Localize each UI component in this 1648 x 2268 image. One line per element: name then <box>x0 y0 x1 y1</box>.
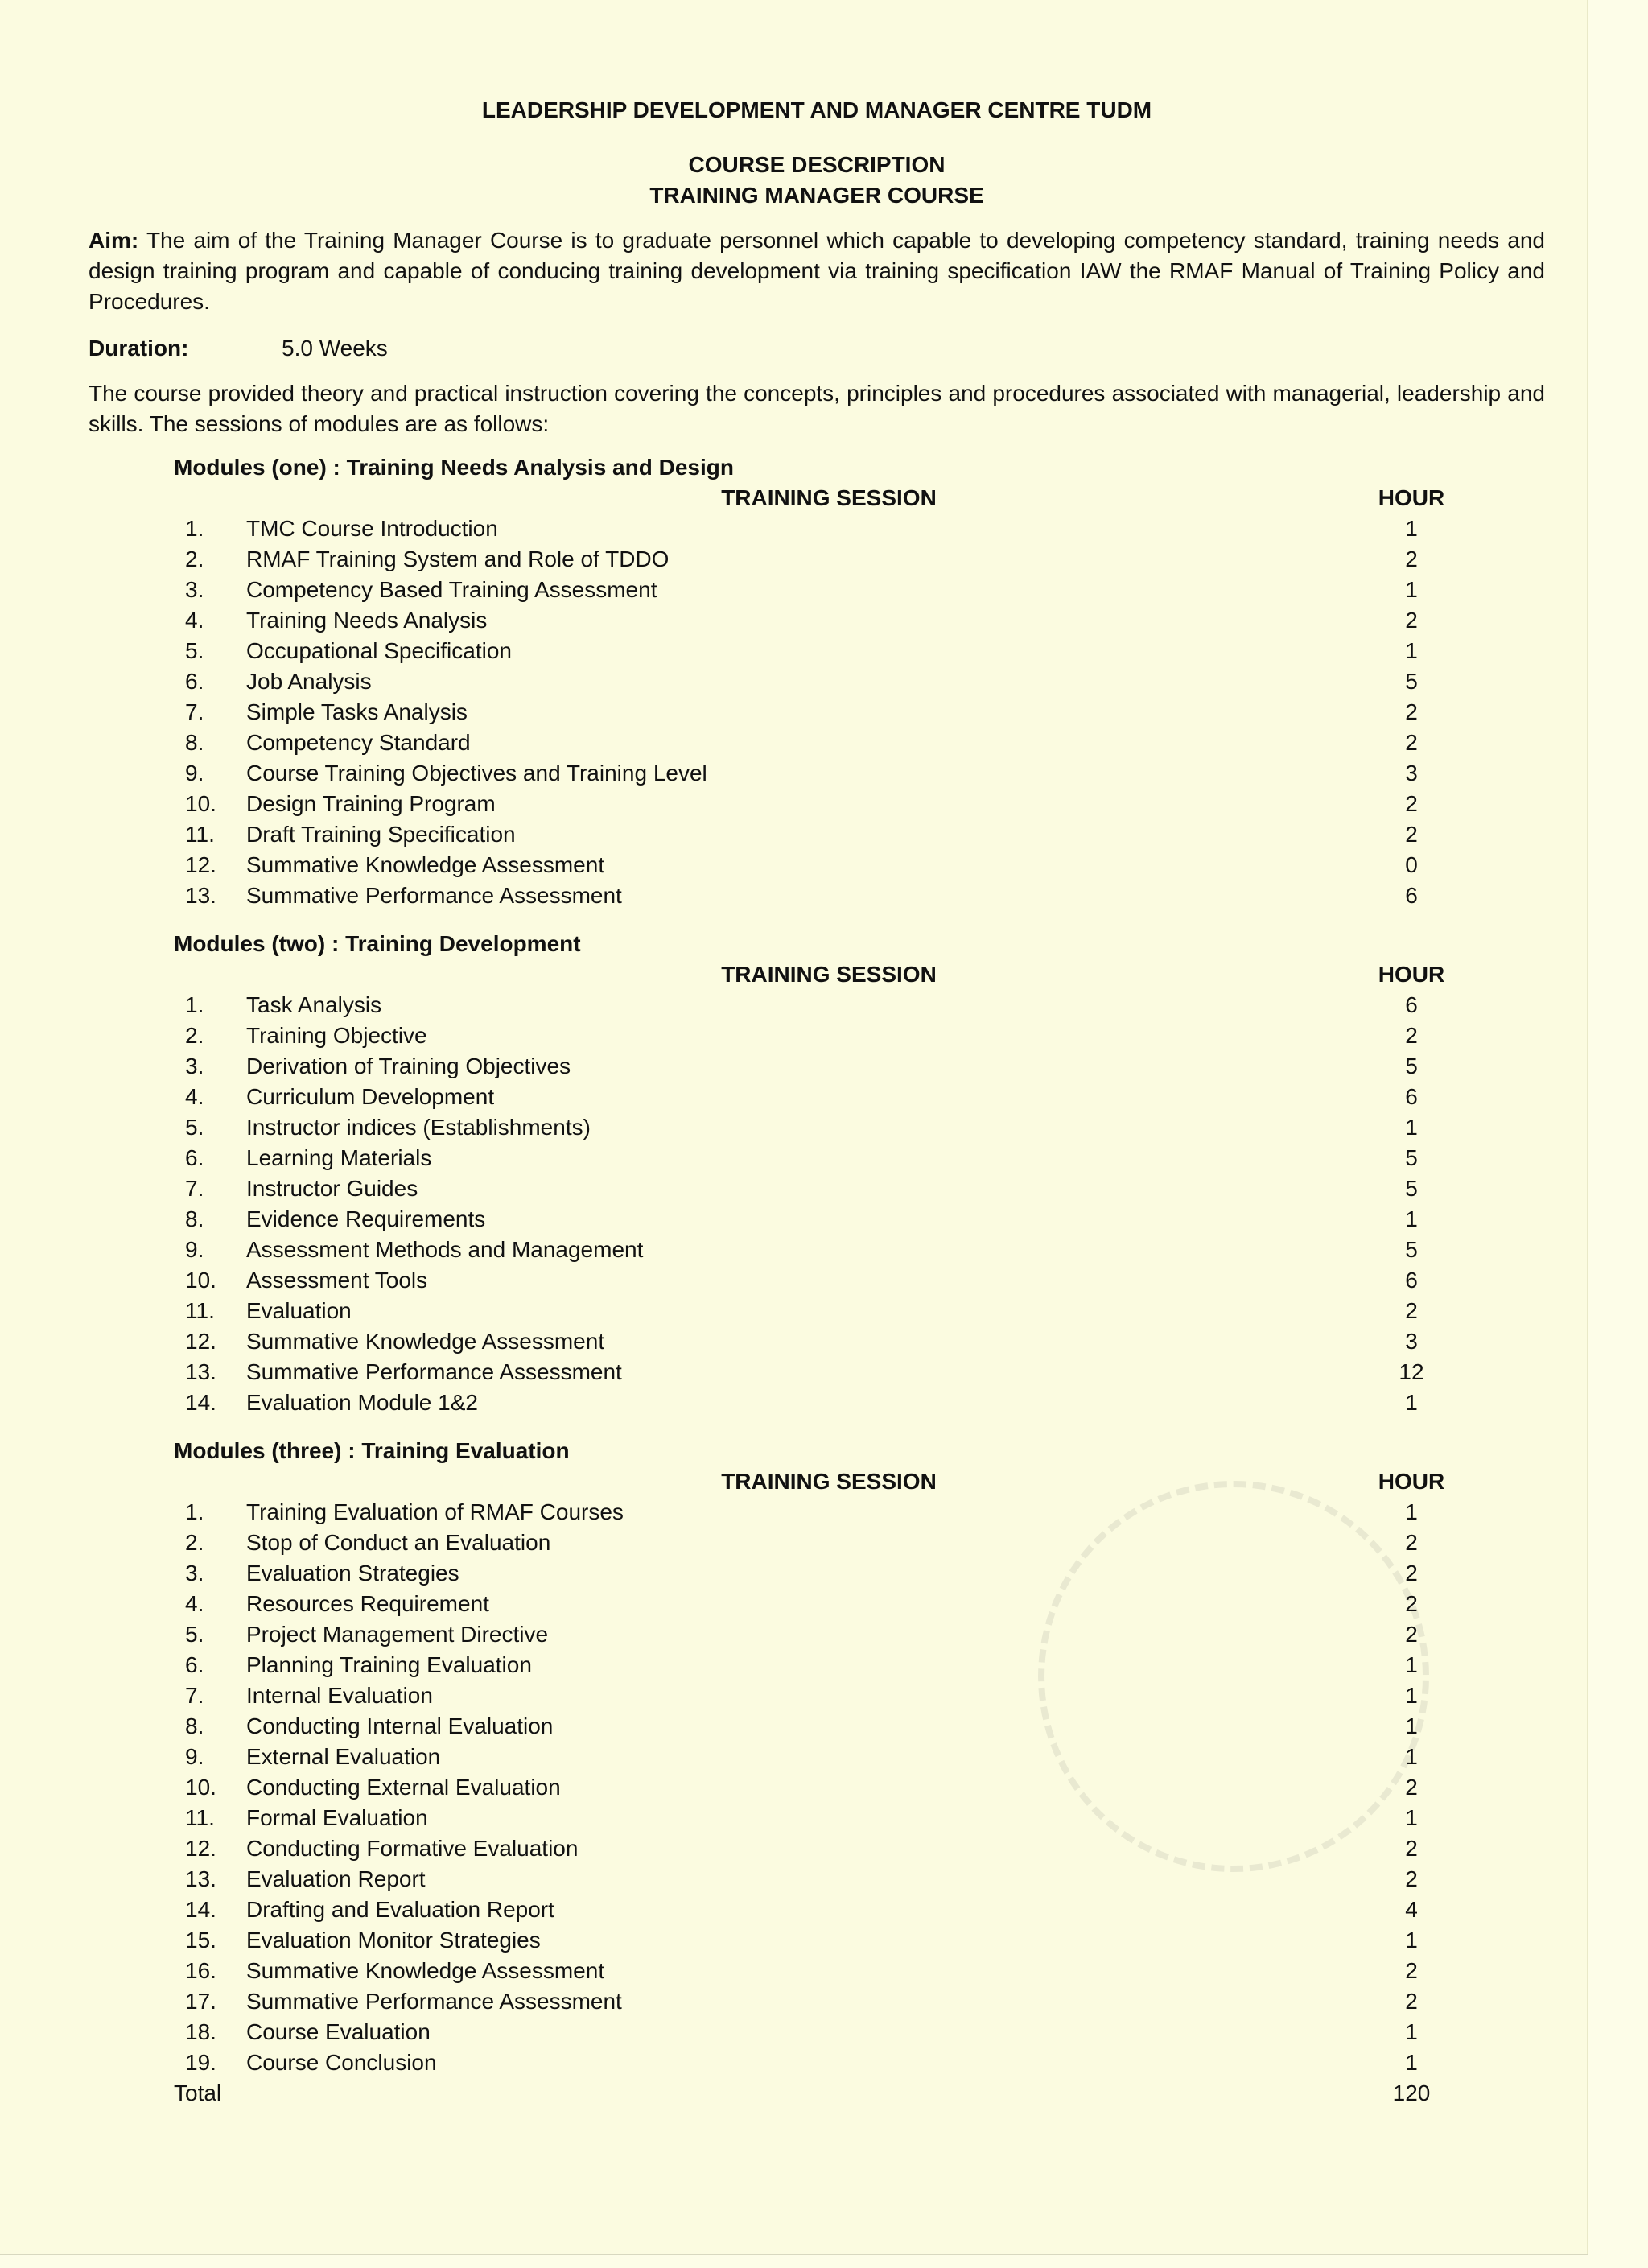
duration-label: Duration: <box>89 336 189 361</box>
session-row <box>174 1558 1460 1589</box>
session-name: Competency Standard <box>246 730 471 755</box>
session-hours: 5 <box>1405 669 1418 694</box>
session-name: Training Objective <box>246 1023 427 1048</box>
hour-header: HOUR <box>1378 485 1445 510</box>
session-row <box>174 880 1460 911</box>
session-name: Stop of Conduct an Evaluation <box>246 1530 551 1555</box>
session-name: Task Analysis <box>246 992 382 1017</box>
session-number: 15. <box>185 1928 216 1953</box>
session-row <box>174 990 1460 1021</box>
session-row <box>174 1235 1460 1265</box>
session-number: 7. <box>185 1176 204 1201</box>
session-row <box>174 1711 1460 1742</box>
session-hours: 6 <box>1405 883 1418 908</box>
training-session-header: TRAINING SESSION <box>721 485 937 510</box>
session-number: 9. <box>185 1237 204 1262</box>
session-number: 1. <box>185 516 204 541</box>
session-number: 7. <box>185 699 204 724</box>
total-value: 120 <box>1392 2080 1431 2105</box>
session-number: 3. <box>185 1054 204 1078</box>
session-row <box>174 575 1460 605</box>
session-number: 6. <box>185 1145 204 1170</box>
session-name: Evaluation <box>246 1298 352 1323</box>
hour-header: HOUR <box>1378 1469 1445 1494</box>
session-hours: 2 <box>1405 1298 1418 1323</box>
session-table-header <box>174 483 1460 513</box>
session-hours: 2 <box>1405 1622 1418 1647</box>
session-row <box>174 1680 1460 1711</box>
session-hours: 0 <box>1405 852 1418 877</box>
session-name: Summative Performance Assessment <box>246 1989 622 2014</box>
duration-value: 5.0 Weeks <box>282 336 388 361</box>
session-name: Course Training Objectives and Training Level <box>246 761 707 786</box>
session-hours: 5 <box>1405 1237 1418 1262</box>
session-name: Formal Evaluation <box>246 1805 428 1830</box>
session-hours: 6 <box>1405 1084 1418 1109</box>
session-hours: 2 <box>1405 1530 1418 1555</box>
session-number: 12. <box>185 852 216 877</box>
session-hours: 1 <box>1405 577 1418 602</box>
session-name: Curriculum Development <box>246 1084 495 1109</box>
session-row <box>174 2017 1460 2047</box>
session-hours: 3 <box>1405 1329 1418 1354</box>
session-row <box>174 1895 1460 1925</box>
session-row <box>174 1803 1460 1833</box>
session-number: 8. <box>185 730 204 755</box>
session-name: Learning Materials <box>246 1145 432 1170</box>
session-row <box>174 1833 1460 1864</box>
session-name: Job Analysis <box>246 669 372 694</box>
session-number: 13. <box>185 1359 216 1384</box>
session-number: 18. <box>185 2019 216 2044</box>
session-name: Summative Knowledge Assessment <box>246 1958 605 1983</box>
session-number: 6. <box>185 669 204 694</box>
session-name: Summative Knowledge Assessment <box>246 1329 605 1354</box>
session-hours: 1 <box>1405 1744 1418 1769</box>
session-name: Summative Performance Assessment <box>246 883 622 908</box>
session-row <box>174 1864 1460 1895</box>
session-hours: 1 <box>1405 638 1418 663</box>
session-number: 5. <box>185 1622 204 1647</box>
session-hours: 1 <box>1405 1115 1418 1140</box>
session-name: Project Management Directive <box>246 1622 549 1647</box>
session-hours: 5 <box>1405 1145 1418 1170</box>
session-row <box>174 1357 1460 1388</box>
session-name: Instructor Guides <box>246 1176 418 1201</box>
session-hours: 2 <box>1405 546 1418 571</box>
session-number: 10. <box>185 1268 216 1293</box>
session-row <box>174 1528 1460 1558</box>
session-row <box>174 1497 1460 1528</box>
session-number: 11. <box>185 1298 215 1323</box>
session-number: 8. <box>185 1713 204 1738</box>
session-number: 14. <box>185 1390 216 1415</box>
session-number: 10. <box>185 791 216 816</box>
session-row <box>174 1021 1460 1051</box>
session-name: Draft Training Specification <box>246 822 516 847</box>
session-number: 6. <box>185 1652 204 1677</box>
session-hours: 2 <box>1405 822 1418 847</box>
intro-paragraph: The course provided theory and practical instruction covering the concepts, principles and procedures associated with managerial, leadership and skills. The sessions of modules are as follows: <box>89 381 1545 436</box>
session-hours: 2 <box>1405 791 1418 816</box>
modules-section <box>174 452 1460 2109</box>
session-row <box>174 1296 1460 1326</box>
session-hours: 2 <box>1405 1836 1418 1861</box>
session-name: Derivation of Training Objectives <box>246 1054 571 1078</box>
session-row <box>174 1742 1460 1772</box>
session-row <box>174 1143 1460 1173</box>
session-name: Assessment Methods and Management <box>246 1237 644 1262</box>
session-number: 3. <box>185 577 204 602</box>
session-table-header <box>174 959 1460 990</box>
session-hours: 1 <box>1405 1713 1418 1738</box>
session-hours: 5 <box>1405 1054 1418 1078</box>
aim-paragraph <box>89 225 1545 317</box>
session-number: 1. <box>185 1499 204 1524</box>
session-number: 1. <box>185 992 204 1017</box>
session-name: Resources Requirement <box>246 1591 489 1616</box>
session-hours: 1 <box>1405 1206 1418 1231</box>
aim-text: The aim of the Training Manager Course is to graduate personnel which capable to developing competency standard, training needs and design training program and capable of conducing training development via training specification IAW the RMAF Manual of Training Policy and Procedures. <box>89 228 1545 314</box>
session-row <box>174 2047 1460 2078</box>
session-hours: 2 <box>1405 730 1418 755</box>
session-name: Evaluation Monitor Strategies <box>246 1928 541 1953</box>
session-number: 14. <box>185 1897 216 1922</box>
module-title: Modules (three) : Training Evaluation <box>174 1438 570 1463</box>
training-session-header: TRAINING SESSION <box>721 1469 937 1494</box>
training-session-header: TRAINING SESSION <box>721 962 937 987</box>
session-row <box>174 1925 1460 1956</box>
module-title: Modules (two) : Training Development <box>174 931 581 956</box>
session-number: 17. <box>185 1989 216 2014</box>
session-row <box>174 850 1460 880</box>
aim-label: Aim: <box>89 228 139 253</box>
session-number: 4. <box>185 1084 204 1109</box>
session-row <box>174 789 1460 819</box>
session-name: Evidence Requirements <box>246 1206 486 1231</box>
document-body <box>89 89 1545 2109</box>
session-name: External Evaluation <box>246 1744 441 1769</box>
session-number: 11. <box>185 822 215 847</box>
session-name: Training Evaluation of RMAF Courses <box>246 1499 624 1524</box>
session-row <box>174 1589 1460 1619</box>
session-number: 16. <box>185 1958 216 1983</box>
session-name: Occupational Specification <box>246 638 512 663</box>
session-number: 7. <box>185 1683 204 1708</box>
session-name: Competency Based Training Assessment <box>246 577 657 602</box>
session-hours: 12 <box>1399 1359 1424 1384</box>
session-row <box>174 1051 1460 1082</box>
session-number: 2. <box>185 1530 204 1555</box>
session-hours: 2 <box>1405 1591 1418 1616</box>
session-number: 13. <box>185 1866 216 1891</box>
session-number: 4. <box>185 1591 204 1616</box>
session-name: Conducting Internal Evaluation <box>246 1713 554 1738</box>
session-hours: 2 <box>1405 699 1418 724</box>
session-number: 9. <box>185 1744 204 1769</box>
session-row <box>174 1650 1460 1680</box>
session-name: RMAF Training System and Role of TDDO <box>246 546 670 571</box>
total-label: Total <box>174 2080 222 2105</box>
session-name: Summative Performance Assessment <box>246 1359 622 1384</box>
module-title: Modules (one) : Training Needs Analysis and Design <box>174 455 734 480</box>
session-name: Course Evaluation <box>246 2019 431 2044</box>
session-hours: 1 <box>1405 1652 1418 1677</box>
session-hours: 6 <box>1405 1268 1418 1293</box>
session-row <box>174 544 1460 575</box>
session-hours: 2 <box>1405 1561 1418 1586</box>
session-number: 12. <box>185 1836 216 1861</box>
session-hours: 2 <box>1405 608 1418 633</box>
session-number: 2. <box>185 546 204 571</box>
session-row <box>174 636 1460 666</box>
session-row <box>174 605 1460 636</box>
session-number: 19. <box>185 2050 216 2075</box>
session-row <box>174 1112 1460 1143</box>
session-hours: 5 <box>1405 1176 1418 1201</box>
hour-header: HOUR <box>1378 962 1445 987</box>
session-name: Course Conclusion <box>246 2050 437 2075</box>
session-name: Summative Knowledge Assessment <box>246 852 605 877</box>
session-name: Drafting and Evaluation Report <box>246 1897 554 1922</box>
session-row <box>174 819 1460 850</box>
session-name: TMC Course Introduction <box>246 516 498 541</box>
session-hours: 4 <box>1405 1897 1418 1922</box>
session-row <box>174 1772 1460 1803</box>
session-row <box>174 1619 1460 1650</box>
session-number: 2. <box>185 1023 204 1048</box>
session-name: Design Training Program <box>246 791 496 816</box>
session-name: Evaluation Report <box>246 1866 426 1891</box>
session-hours: 2 <box>1405 1866 1418 1891</box>
session-number: 5. <box>185 638 204 663</box>
session-row <box>174 1956 1460 1986</box>
session-name: Simple Tasks Analysis <box>246 699 468 724</box>
session-number: 11. <box>185 1805 215 1830</box>
session-number: 5. <box>185 1115 204 1140</box>
session-row <box>174 1265 1460 1296</box>
session-name: Conducting Formative Evaluation <box>246 1836 579 1861</box>
session-name: Training Needs Analysis <box>246 608 488 633</box>
session-row <box>174 1326 1460 1357</box>
session-hours: 1 <box>1405 1805 1418 1830</box>
total-row <box>174 2078 1460 2109</box>
duration-line <box>89 333 1545 364</box>
session-row <box>174 666 1460 697</box>
session-hours: 1 <box>1405 1499 1418 1524</box>
session-number: 13. <box>185 883 216 908</box>
session-number: 9. <box>185 761 204 786</box>
session-table-header <box>174 1466 1460 1497</box>
session-name: Assessment Tools <box>246 1268 428 1293</box>
session-hours: 1 <box>1405 516 1418 541</box>
session-row <box>174 1204 1460 1235</box>
session-name: Evaluation Module 1&2 <box>246 1390 478 1415</box>
session-hours: 1 <box>1405 1683 1418 1708</box>
session-row <box>174 1388 1460 1418</box>
session-row <box>174 758 1460 789</box>
session-number: 4. <box>185 608 204 633</box>
session-hours: 6 <box>1405 992 1418 1017</box>
session-hours: 1 <box>1405 1928 1418 1953</box>
session-hours: 1 <box>1405 2019 1418 2044</box>
session-hours: 2 <box>1405 1023 1418 1048</box>
session-name: Planning Training Evaluation <box>246 1652 532 1677</box>
session-row <box>174 513 1460 544</box>
page-title: COURSE DESCRIPTION <box>688 152 946 177</box>
session-name: Instructor indices (Establishments) <box>246 1115 591 1140</box>
page-subtitle: TRAINING MANAGER COURSE <box>649 183 984 208</box>
session-hours: 2 <box>1405 1958 1418 1983</box>
session-hours: 2 <box>1405 1989 1418 2014</box>
session-hours: 1 <box>1405 1390 1418 1415</box>
session-name: Conducting External Evaluation <box>246 1775 561 1800</box>
session-number: 10. <box>185 1775 216 1800</box>
session-number: 8. <box>185 1206 204 1231</box>
session-row <box>174 1082 1460 1112</box>
session-hours: 2 <box>1405 1775 1418 1800</box>
session-row <box>174 1173 1460 1204</box>
session-row <box>174 728 1460 758</box>
session-row <box>174 697 1460 728</box>
session-hours: 3 <box>1405 761 1418 786</box>
session-hours: 1 <box>1405 2050 1418 2075</box>
session-number: 3. <box>185 1561 204 1586</box>
session-number: 12. <box>185 1329 216 1354</box>
session-name: Internal Evaluation <box>246 1683 433 1708</box>
org-heading: LEADERSHIP DEVELOPMENT AND MANAGER CENTRE TUDM <box>481 97 1152 122</box>
session-row <box>174 1986 1460 2017</box>
session-name: Evaluation Strategies <box>246 1561 459 1586</box>
